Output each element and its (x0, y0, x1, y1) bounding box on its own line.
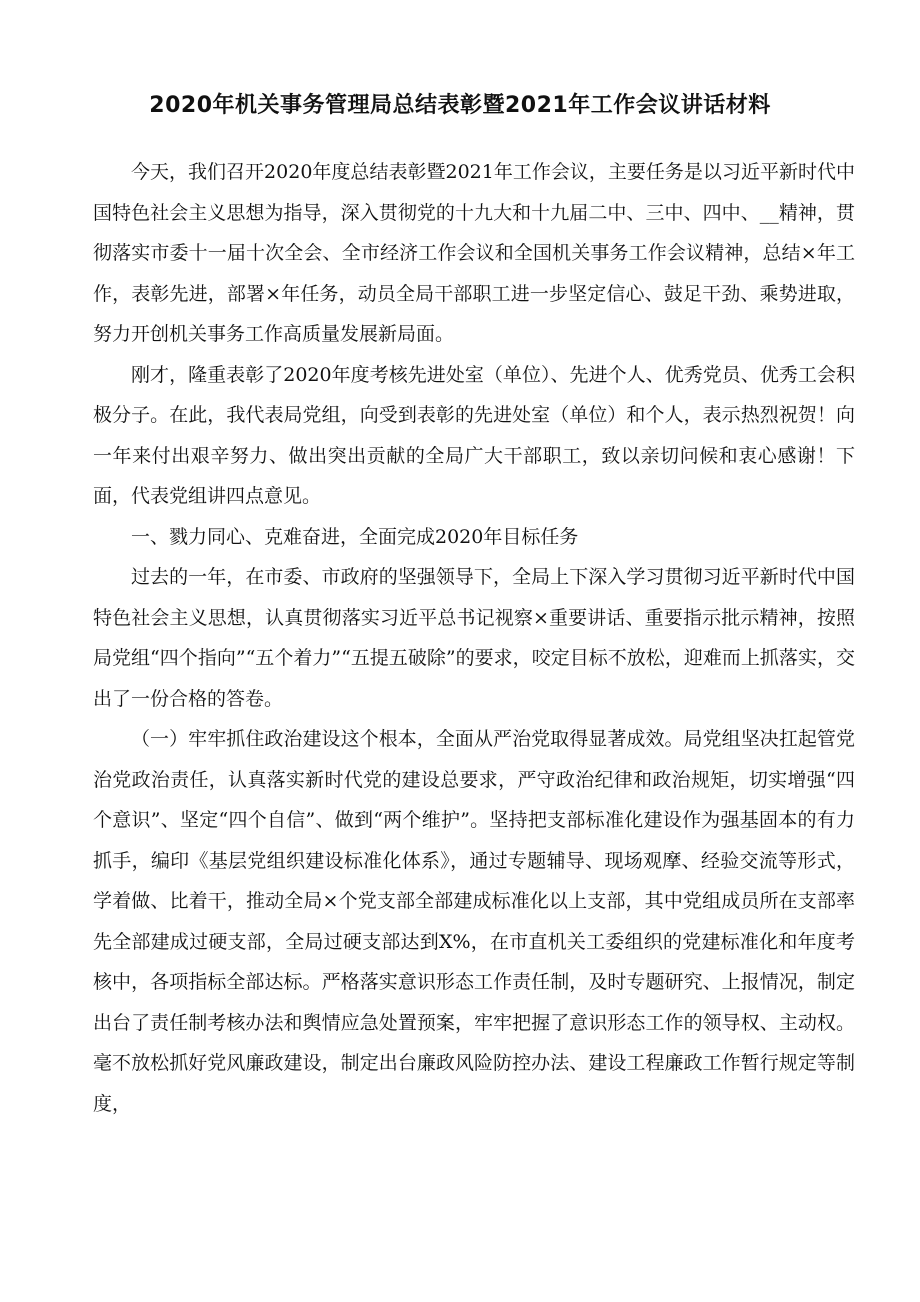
section-heading-1: 一、戮力同心、克难奋进，全面完成2020年目标任务 (131, 525, 579, 548)
paragraph-commendation: 刚才，隆重表彰了2020年度考核先进处室（单位）、先进个人、优秀党员、优秀工会积极分子。在此，我代表局党组，向受到表彰的先进处室（单位）和个人，表示热烈祝贺！向一年来付出艰辛努力、做出突出贡献的全局广大干部职工，致以亲切问候和衷心感谢！下面，代表党组讲四点意见。 (93, 363, 855, 507)
page-title: 2020年机关事务管理局总结表彰暨2021年工作会议讲话材料 (149, 93, 771, 118)
paragraph-opening: 今天，我们召开2020年度总结表彰暨2021年工作会议，主要任务是以习近平新时代中国特色社会主义思想为指导，深入贯彻党的十九大和十九届二中、三中、四中、__精神，贯彻落实市委十一届十次全会、全市经济工作会议和全国机关事务工作会议精神，总结×年工作，表彰先进，部署×年任务，动员全局干部职工进一步坚定信心、鼓足干劲、乘势进取，努力开创机关事务工作高质量发展新局面。 (93, 161, 855, 345)
paragraph-political-building: （一）牢牢抓住政治建设这个根本，全面从严治党取得显著成效。局党组坚决扛起管党治党政治责任，认真落实新时代党的建设总要求，严守政治纪律和政治规矩，切实增强“四个意识”、坚定“四个自信”、做到“两个维护”。坚持把支部标准化建设作为强基固本的有力抓手，编印《基层党组织建设标准化体系》，通过专题辅导、现场观摩、经验交流等形式，学着做、比着干，推动全局×个党支部全部建成标准化以上支部，其中党组成员所在支部率先全部建成过硬支部，全局过硬支部达到X%，在市直机关工委组织的党建标准化和年度考核中，各项指标全部达标。严格落实意识形态工作责任制，及时专题研究、上报情况，制定出台了责任制考核办法和舆情应急处置预案，牢牢把握了意识形态工作的领导权、主动权。毫不放松抓好党风廉政建设，制定出台廉政风险防控办法、建设工程廉政工作暂行规定等制度， (93, 728, 855, 1115)
paragraph-review: 过去的一年，在市委、市政府的坚强领导下，全局上下深入学习贯彻习近平新时代中国特色社会主义思想，认真贯彻落实习近平总书记视察×重要讲话、重要指示批示精神，按照局党组“四个指向”“五个着力”“五提五破除”的要求，咬定目标不放松，迎难而上抓落实，交出了一份合格的答卷。 (93, 566, 855, 710)
document-body (93, 152, 855, 1124)
